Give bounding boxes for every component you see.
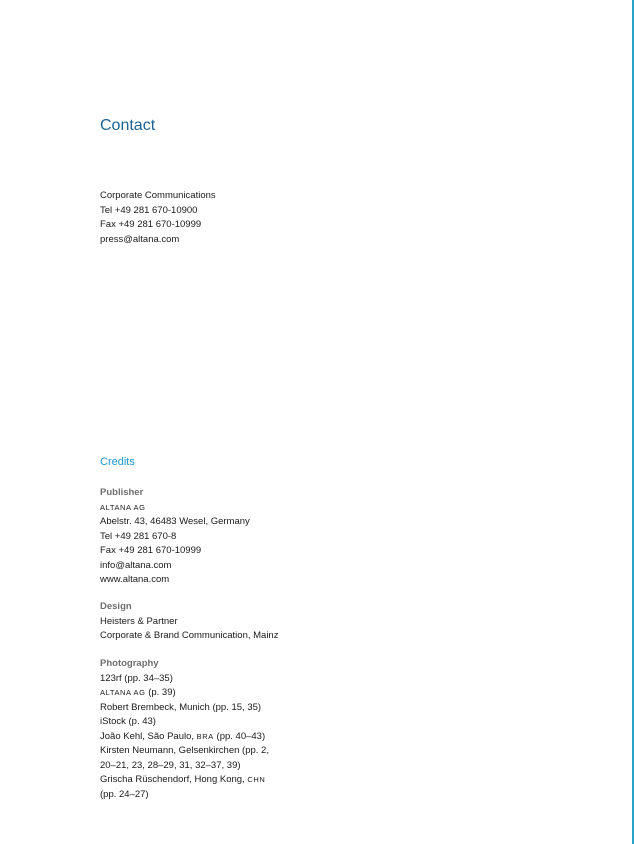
photo-credit: Robert Brembeck, Munich (pp. 15, 35) [100, 701, 262, 713]
publisher-heading: Publisher [100, 487, 144, 498]
contact-fax: Fax +49 281 670-10999 [100, 219, 202, 230]
publisher-phone: Tel +49 281 670-8 [100, 530, 177, 542]
photo-credit: Kirsten Neumann, Gelsenkirchen (pp. 2, [100, 745, 269, 756]
photo-credit-country: CHN [247, 775, 266, 784]
photo-credit: iStock (p. 43) [100, 716, 156, 727]
photo-credit [100, 773, 269, 788]
photo-credit: 20–21, 23, 28–29, 31, 32–37, 39) [100, 759, 241, 771]
publisher-section [100, 486, 250, 588]
design-agency-detail: Corporate & Brand Communication, Mainz [100, 630, 279, 641]
design-section [100, 600, 278, 644]
credits-title: Credits [100, 456, 135, 468]
design-agency: Heisters & Partner [100, 615, 178, 627]
photo-credit-name: Grischa Rüschendorf, Hong Kong, [100, 774, 248, 785]
photo-credit: 123rf (pp. 34–35) [100, 672, 173, 684]
publisher-company: ALTANA AG [100, 502, 146, 512]
photo-credit [100, 730, 269, 745]
publisher-email[interactable]: info@altana.com [100, 559, 172, 571]
publisher-website[interactable]: www.altana.com [100, 574, 170, 585]
photo-credit-company: ALTANA AG [100, 688, 146, 697]
contact-department: Corporate Communications [100, 190, 216, 201]
publisher-address: Abelstr. 43, 46483 Wesel, Germany [100, 516, 250, 527]
photo-credit-pages: (p. 39) [145, 687, 176, 698]
contact-email[interactable]: press@altana.com [100, 233, 180, 245]
contact-phone: Tel +49 281 670-10900 [100, 204, 198, 216]
contact-title: Contact [100, 117, 156, 134]
photo-credit [100, 686, 269, 701]
contact-block [100, 189, 216, 247]
design-heading: Design [100, 601, 132, 612]
photo-credit-pages: (pp. 40–43) [213, 730, 266, 742]
publisher-fax: Fax +49 281 670-10999 [100, 545, 202, 556]
photo-credit-name: João Kehl, São Paulo, [100, 730, 197, 742]
photography-section [100, 657, 269, 802]
photo-credit-country: BRA [196, 731, 214, 741]
photography-heading: Photography [100, 658, 159, 669]
photo-credit: (pp. 24–27) [100, 788, 149, 800]
